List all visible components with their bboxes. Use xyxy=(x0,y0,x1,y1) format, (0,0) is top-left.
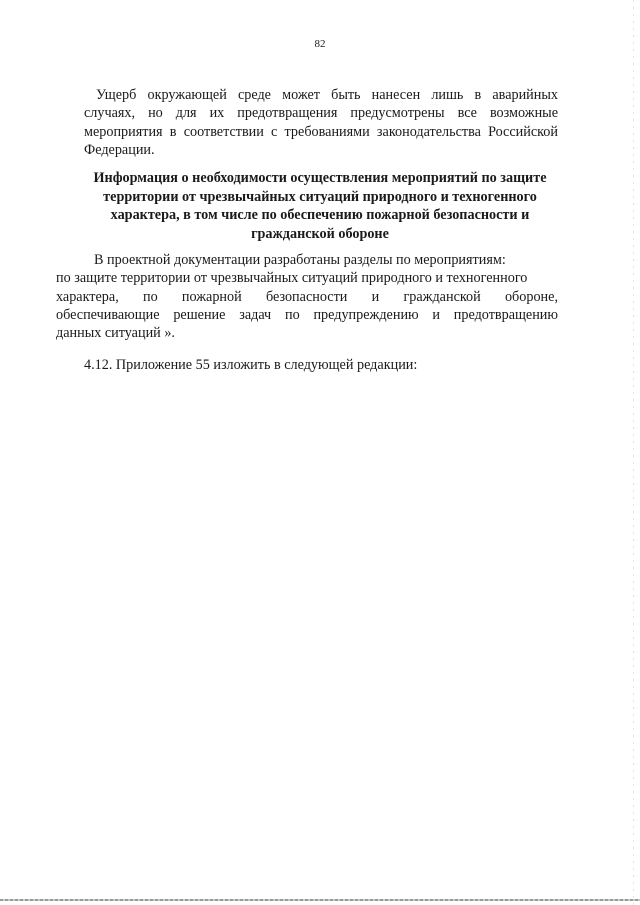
intro-paragraph xyxy=(84,86,558,159)
section-line-1: по защите территории от чрезвычайных ситуаций природного и техногенного xyxy=(56,270,528,287)
section-lead: В проектной документации разработаны разделы по мероприятиям: xyxy=(94,252,506,268)
section-line-2: характера, по пожарной безопасности и гражданской обороне, xyxy=(56,288,558,305)
appendix-note: 4.12. Приложение 55 изложить в следующей редакции: xyxy=(84,357,418,373)
page-number: 82 xyxy=(314,38,326,50)
scan-edge-bottom xyxy=(0,899,640,901)
heading-line-4: гражданской обороне xyxy=(251,225,389,242)
section-heading xyxy=(60,169,580,243)
section-line-4 xyxy=(56,324,554,342)
heading-line-3: характера, в том числе по обеспечению пожарной безопасности и xyxy=(110,207,530,223)
intro-line-2: случаях, но для их предотвращения предусмотрены все возможные xyxy=(84,105,558,122)
section-line-3: обеспечивающие решение задач по предупреждению и предотвращению xyxy=(56,306,558,323)
heading-line-2: территории от чрезвычайных ситуаций природного и техногенного xyxy=(103,188,537,205)
section-body xyxy=(56,251,558,342)
intro-line-4: Федерации. xyxy=(84,141,155,158)
scan-edge-right xyxy=(633,0,634,905)
section-line-4-text: данных ситуаций xyxy=(56,325,161,342)
closing-quote: ». xyxy=(164,325,175,342)
intro-line-1: Ущерб окружающей среде может быть нанесен лишь в аварийных xyxy=(96,87,558,103)
intro-line-3: мероприятия в соответствии с требованиями законодательства Российской xyxy=(84,123,558,140)
heading-line-1: Информация о необходимости осуществления мероприятий по защите xyxy=(93,170,547,186)
